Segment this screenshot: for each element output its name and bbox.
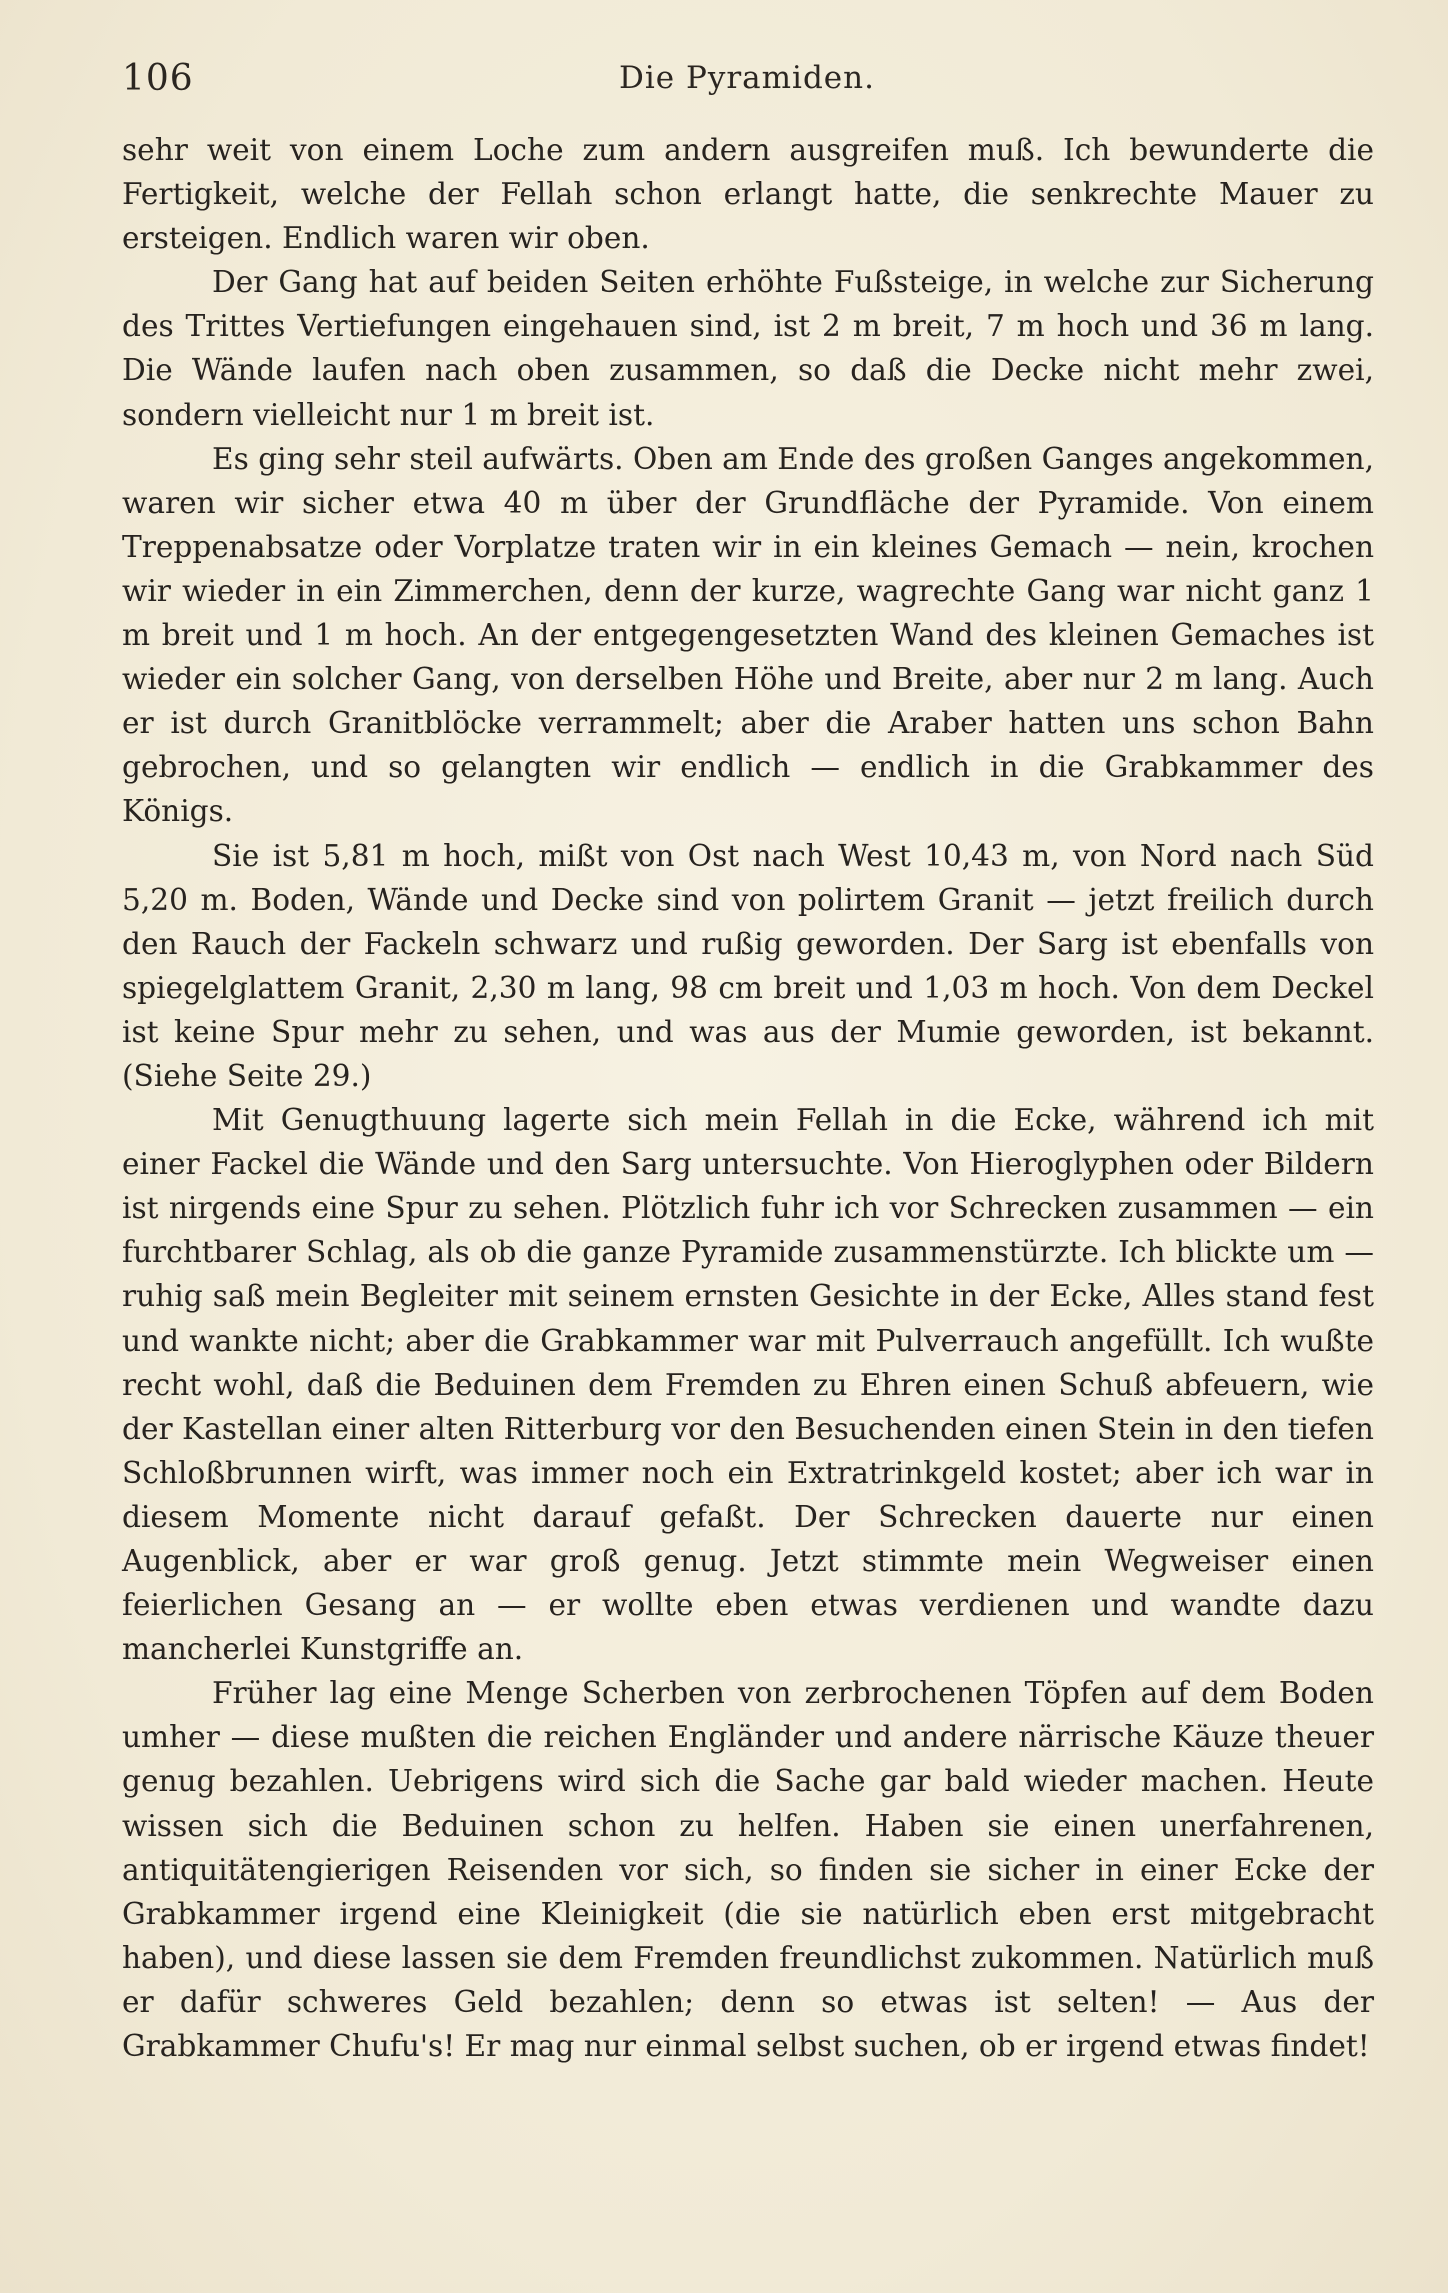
paragraph-2: Der Gang hat auf beiden Seiten erhöhte Fußsteige, in welche zur Sicherung des Trittes Vertiefungen eingehauen sind, ist 2 m breit, 7 m hoch und 36 m lang. Die Wände laufen nach oben zusammen, so daß die Decke nicht mehr zwei, sondern vielleicht nur 1 m breit ist.	[122, 265, 1374, 432]
page-header	[122, 58, 1372, 118]
running-title: Die Pyramiden.	[619, 60, 875, 96]
paragraph-1: sehr weit von einem Loche zum andern ausgreifen muß. Ich bewunderte die Fertigkeit, welche der Fellah schon erlangt hatte, die senkrechte Mauer zu ersteigen. Endlich waren wir oben.	[122, 133, 1374, 256]
paragraph-3: Es ging sehr steil aufwärts. Oben am Ende des großen Ganges angekommen, waren wir sicher etwa 40 m über der Grundfläche der Pyramide. Von einem Treppenabsatze oder Vorplatze traten wir in ein kleines Gemach — nein, krochen wir wieder in ein Zimmerchen, denn der kurze, wagrechte Gang war nicht ganz 1 m breit und 1 m hoch. An der entgegengesetzten Wand des kleinen Gemaches ist wieder ein solcher Gang, von derselben Höhe und Breite, aber nur 2 m lang. Auch er ist durch Granitblöcke verrammelt; aber die Araber hatten uns schon Bahn gebrochen, und so gelangten wir endlich — endlich in die Grabkammer des Königs.	[122, 441, 1374, 829]
paragraph-4: Sie ist 5,81 m hoch, mißt von Ost nach West 10,43 m, von Nord nach Süd 5,20 m. Boden, Wände und Decke sind von polirtem Granit — jetzt freilich durch den Rauch der Fackeln schwarz und rußig geworden. Der Sarg ist ebenfalls von spiegelglattem Granit, 2,30 m lang, 98 cm breit und 1,03 m hoch. Von dem Deckel ist keine Spur mehr zu sehen, und was aus der Mumie geworden, ist bekannt. (Siehe Seite 29.)	[122, 838, 1374, 1093]
body-text	[122, 128, 1374, 2068]
paragraph-5: Mit Genugthuung lagerte sich mein Fellah in die Ecke, während ich mit einer Fackel die Wände und den Sarg untersuchte. Von Hieroglyphen oder Bildern ist nirgends eine Spur zu sehen. Plötzlich fuhr ich vor Schrecken zusammen — ein furchtbarer Schlag, als ob die ganze Pyramide zusammenstürzte. Ich blickte um — ruhig saß mein Begleiter mit seinem ernsten Gesichte in der Ecke, Alles stand fest und wankte nicht; aber die Grabkammer war mit Pulverrauch angefüllt. Ich wußte recht wohl, daß die Beduinen dem Fremden zu Ehren einen Schuß abfeuern, wie der Kastellan einer alten Ritterburg vor den Besuchenden einen Stein in den tiefen Schloßbrunnen wirft, was immer noch ein Extratrinkgeld kostet; aber ich war in diesem Momente nicht darauf gefaßt. Der Schrecken dauerte nur einen Augenblick, aber er war groß genug. Jetzt stimmte mein Wegweiser einen feierlichen Gesang an — er wollte eben etwas verdienen und wandte dazu mancherlei Kunstgriffe an.	[122, 1103, 1374, 1667]
paragraph-6: Früher lag eine Menge Scherben von zerbrochenen Töpfen auf dem Boden umher — diese mußten die reichen Engländer und andere närrische Käuze theuer genug bezahlen. Uebrigens wird sich die Sache gar bald wieder machen. Heute wissen sich die Beduinen schon zu helfen. Haben sie einen unerfahrenen, antiquitätengierigen Reisenden vor sich, so finden sie sicher in einer Ecke der Grabkammer irgend eine Kleinigkeit (die sie natürlich eben erst mitgebracht haben), und diese lassen sie dem Fremden freundlichst zukommen. Natürlich muß er dafür schweres Geld bezahlen; denn so etwas ist selten! — Aus der Grabkammer Chufu's! Er mag nur einmal selbst suchen, ob er irgend etwas findet!	[122, 1676, 1374, 2064]
page-number: 106	[122, 58, 194, 99]
